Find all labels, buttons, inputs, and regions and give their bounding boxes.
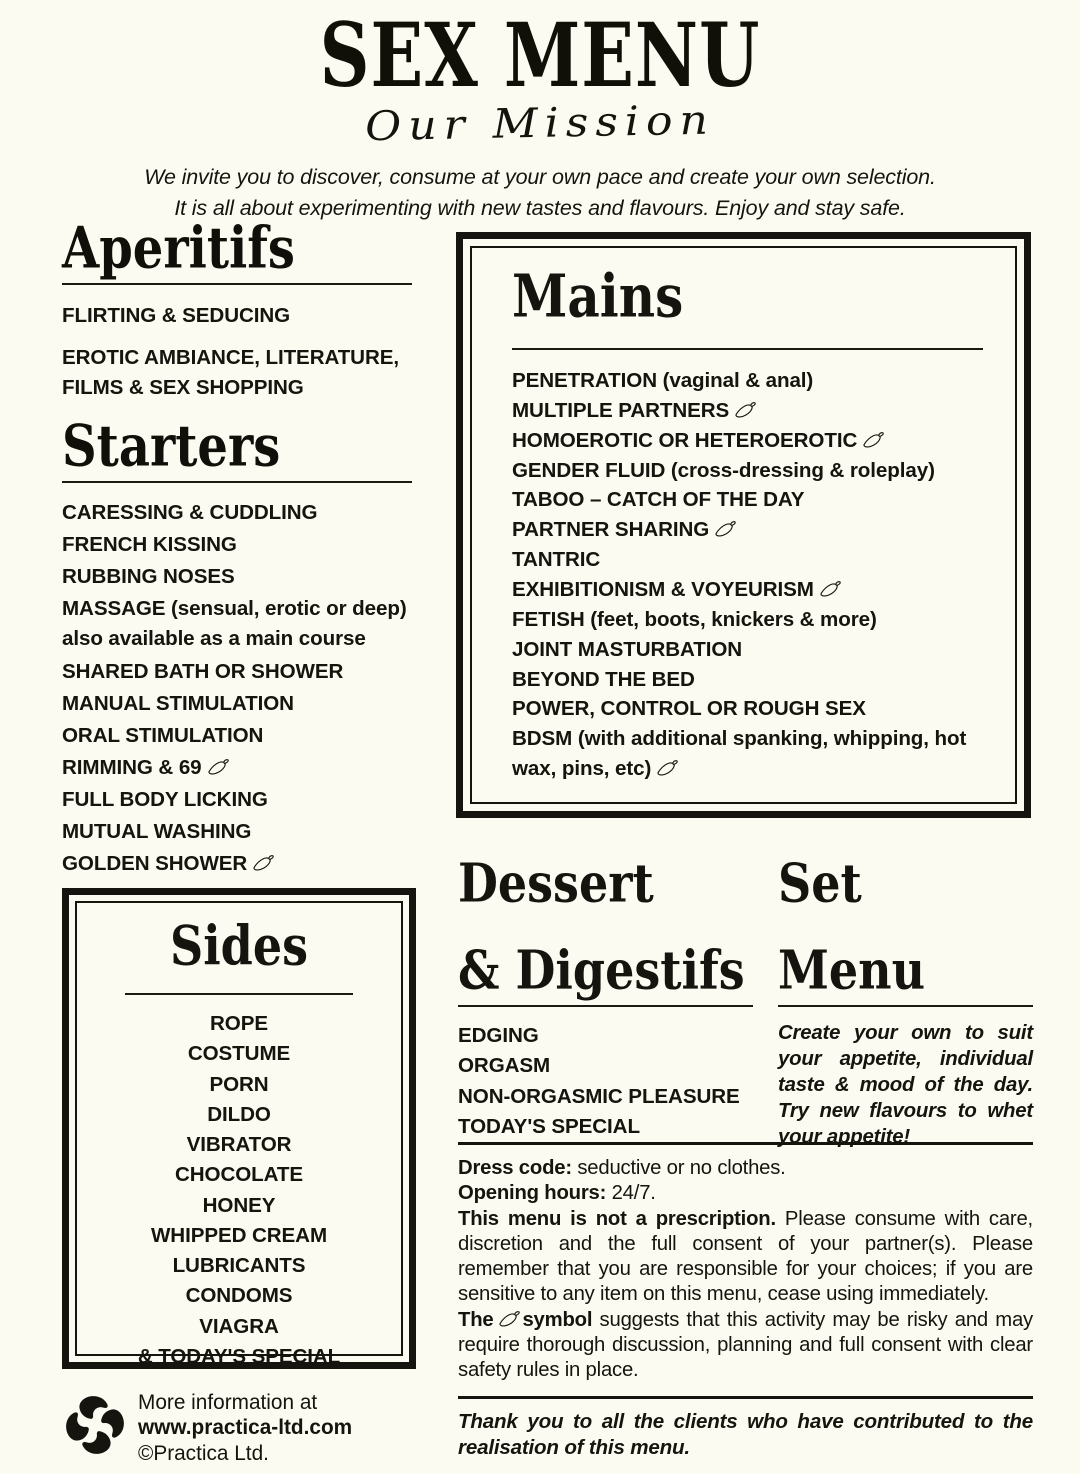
list-item <box>512 545 983 575</box>
dress-code-label: Dress code: <box>458 1157 572 1179</box>
list-item <box>512 694 983 724</box>
starters-heading: Starters <box>62 413 281 480</box>
list-item-label: CARESSING & CUDDLING <box>62 501 318 525</box>
list-item <box>62 594 412 654</box>
list-item-label: CHOCOLATE <box>175 1163 303 1187</box>
list-item <box>103 1160 375 1190</box>
starters-divider <box>62 481 412 483</box>
dessert-column <box>458 840 753 1142</box>
list-item-label: WHIPPED CREAM <box>150 1223 328 1247</box>
list-item-label: PENETRATION (vaginal & anal) <box>512 369 814 392</box>
list-item <box>458 1112 753 1142</box>
dessert-heading-line-1: Dessert <box>458 851 654 915</box>
prescription-label: This menu is not a prescription. <box>458 1207 776 1230</box>
list-item <box>103 1130 375 1160</box>
list-item <box>512 426 983 456</box>
list-item-label: FULL BODY LICKING <box>62 787 268 811</box>
list-item <box>62 849 412 879</box>
list-item <box>62 689 412 719</box>
list-item <box>103 1039 375 1069</box>
list-item-label: EXHIBITIONISM & VOYEURISM <box>512 578 814 602</box>
notes-body <box>458 1156 1033 1383</box>
chili-pepper-icon <box>207 758 231 777</box>
list-item <box>62 721 412 751</box>
sides-box-inner <box>75 901 403 1368</box>
opening-hours-label: Opening hours: <box>458 1182 607 1205</box>
set-menu-heading <box>778 840 1033 1013</box>
page-title: SEX MENU <box>319 3 761 107</box>
dress-code-line <box>458 1156 1033 1181</box>
dessert-heading <box>458 840 753 1013</box>
list-item-label: CONDOMS <box>185 1284 293 1308</box>
list-item-label: DILDO <box>207 1102 271 1126</box>
list-item-label: GENDER FLUID (cross-dressing & roleplay) <box>512 458 935 482</box>
list-item-label: ORAL STIMULATION <box>62 723 264 747</box>
list-item-label: BEYOND THE BED <box>512 667 695 691</box>
list-item <box>458 1082 753 1112</box>
list-item-label: LUBRICANTS <box>172 1254 306 1278</box>
chili-pepper-icon <box>498 1310 522 1329</box>
set-menu-heading-line-2: Menu <box>778 938 926 1001</box>
list-item-label: ORGASM <box>458 1054 551 1078</box>
footer-copyright: ©Practica Ltd. <box>138 1441 269 1465</box>
dessert-heading-line-2: & Digestifs <box>458 938 745 1001</box>
list-item <box>512 575 983 605</box>
chili-pepper-icon <box>819 580 843 599</box>
list-item <box>512 665 983 695</box>
footer-line-1: More information at <box>138 1391 318 1414</box>
list-item-label: PORN <box>209 1072 269 1096</box>
list-item <box>103 1251 375 1281</box>
chili-pepper-icon <box>862 431 886 450</box>
list-item-label: TODAY'S SPECIAL <box>458 1114 640 1138</box>
set-menu-heading-line-1: Set <box>778 851 862 915</box>
list-item-label: & TODAY'S SPECIAL <box>137 1344 341 1368</box>
chili-pepper-icon <box>714 520 738 539</box>
opening-hours-value: 24/7. <box>606 1182 656 1205</box>
list-item <box>62 343 412 403</box>
list-item-label: EDGING <box>458 1024 539 1048</box>
list-item-label: FRENCH KISSING <box>62 533 237 557</box>
aperitifs-list <box>62 301 412 403</box>
mains-list <box>512 366 983 784</box>
list-item-label: HOMOEROTIC OR HETEROEROTIC <box>512 428 858 452</box>
mains-divider <box>512 348 983 350</box>
footer-website-link[interactable]: www.practica-ltd.com <box>138 1416 353 1440</box>
notes-bottom-divider <box>458 1396 1033 1399</box>
chili-pepper-icon <box>734 401 758 420</box>
list-item-label: TANTRIC <box>512 548 601 572</box>
footer-text <box>138 1390 352 1466</box>
dessert-list <box>458 1021 753 1142</box>
opening-hours-line <box>458 1181 1033 1206</box>
list-item-label: JOINT MASTURBATION <box>512 637 743 661</box>
list-item <box>62 498 412 528</box>
list-item <box>103 1312 375 1342</box>
practica-logo-icon <box>64 1394 126 1456</box>
list-item <box>512 515 983 545</box>
list-item-label: HONEY <box>202 1193 276 1217</box>
thanks-text: Thank you to all the clients who have contributed to the realisation of this menu. <box>458 1410 1033 1460</box>
list-item <box>103 1281 375 1311</box>
list-item <box>512 724 983 784</box>
set-menu-body: Create your own to suit your appetite, individual taste & mood of the day. Try new flavours to whet your appetite! <box>778 1022 1033 1149</box>
symbol-prefix: The <box>458 1308 494 1331</box>
mains-heading: Mains <box>512 261 684 331</box>
list-item-label: FETISH (feet, boots, knickers & more) <box>512 607 877 631</box>
list-item-label: VIBRATOR <box>186 1133 292 1157</box>
list-item-label: COSTUME <box>187 1042 291 1066</box>
sides-list <box>103 1009 375 1372</box>
list-item-label: PARTNER SHARING <box>512 518 710 542</box>
sides-divider <box>125 993 353 995</box>
list-item-label: SHARED BATH OR SHOWER <box>62 659 344 683</box>
list-item <box>103 1191 375 1221</box>
intro-line-1: We invite you to discover, consume at your own pace and create your own selection. <box>144 165 936 190</box>
list-item-label: ROPE <box>210 1012 268 1035</box>
sides-heading: Sides <box>169 914 309 978</box>
left-column <box>62 215 412 879</box>
aperitifs-heading: Aperitifs <box>62 215 295 282</box>
list-item <box>512 605 983 635</box>
dress-code-value: seductive or no clothes. <box>571 1157 786 1179</box>
list-item-label: VIAGRA <box>199 1314 279 1338</box>
list-item <box>62 530 412 560</box>
list-item-label: BDSM (with additional spanking, whipping, hot wax, pins, etc) <box>512 727 967 781</box>
list-item <box>512 456 983 486</box>
symbol-paragraph <box>458 1309 1033 1382</box>
chili-pepper-icon <box>252 854 276 873</box>
list-item <box>103 1070 375 1100</box>
list-item-label: RIMMING & 69 <box>62 755 202 779</box>
mains-box-inner <box>470 246 1017 804</box>
list-item <box>62 753 412 783</box>
list-item-label: MASSAGE (sensual, erotic or deep) also available as a main course <box>62 597 407 651</box>
sides-box <box>62 888 416 1369</box>
list-item-label: MANUAL STIMULATION <box>62 691 294 715</box>
list-item-label: EROTIC AMBIANCE, LITERATURE, FILMS & SEX SHOPPING <box>62 346 399 400</box>
list-item <box>103 1009 375 1039</box>
symbol-value: suggests that this activity may be risky and may require thorough discussion, planning and full consent with clear safety rules in place. <box>458 1308 1033 1382</box>
list-item-label: NON-ORGASMIC PLEASURE <box>458 1084 740 1108</box>
list-item-label: POWER, CONTROL OR ROUGH SEX <box>512 697 866 721</box>
intro-text <box>75 162 1005 223</box>
page-header <box>0 0 1080 223</box>
chili-pepper-icon <box>656 759 680 778</box>
list-item <box>62 562 412 592</box>
list-item <box>458 1051 753 1081</box>
list-item <box>62 301 412 331</box>
list-item-label: GOLDEN SHOWER <box>62 851 248 875</box>
list-item-label: MUTUAL WASHING <box>62 819 252 843</box>
mains-box <box>456 232 1031 818</box>
prescription-value: Please consume with care, discretion and the full consent of your partner(s). Please remember that you are responsible for your choices; if you are sensitive to any item on this menu, cease using immediately. <box>458 1207 1033 1306</box>
aperitifs-divider <box>62 283 412 285</box>
starters-list <box>62 498 412 879</box>
script-subtitle: Our Mission <box>364 97 716 151</box>
list-item <box>62 817 412 847</box>
notes-section <box>458 1142 1033 1461</box>
list-item <box>62 657 412 687</box>
list-item <box>512 485 983 515</box>
list-item-label: FLIRTING & SEDUCING <box>62 304 291 327</box>
symbol-label: symbol <box>522 1308 593 1331</box>
list-item <box>103 1221 375 1251</box>
footer <box>64 1390 444 1466</box>
list-item-label: RUBBING NOSES <box>62 565 235 589</box>
list-item <box>103 1100 375 1130</box>
list-item <box>62 785 412 815</box>
list-item-label: MULTIPLE PARTNERS <box>512 398 730 422</box>
intro-line-2: It is all about experimenting with new tastes and flavours. Enjoy and stay safe. <box>174 195 906 220</box>
prescription-paragraph <box>458 1208 1033 1306</box>
list-item <box>512 635 983 665</box>
list-item <box>458 1021 753 1051</box>
list-item <box>512 366 983 396</box>
list-item <box>103 1342 375 1372</box>
set-menu-column <box>778 840 1033 1151</box>
list-item <box>512 396 983 426</box>
notes-top-divider <box>458 1142 1033 1145</box>
list-item-label: TABOO – CATCH OF THE DAY <box>512 488 805 512</box>
